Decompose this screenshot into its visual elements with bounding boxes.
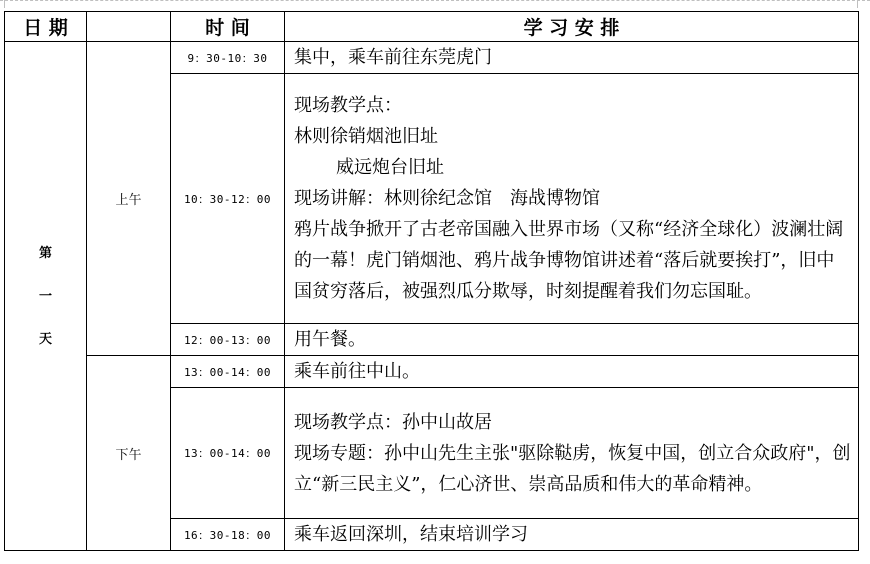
time-cell: 13：00-14：00 xyxy=(171,388,285,519)
content-cell xyxy=(285,519,859,551)
table-header-row xyxy=(5,12,859,42)
header-time: 时 间 xyxy=(171,12,285,42)
day-cell xyxy=(5,42,87,551)
content-line: 乘车返回深圳，结束培训学习 xyxy=(294,524,528,545)
content-line: 现场教学点：孙中山故居 xyxy=(294,411,492,433)
time-cell: 9：30-10：30 xyxy=(171,42,285,74)
table-row xyxy=(5,356,859,388)
page-corner-mark-left xyxy=(4,0,5,8)
table-row xyxy=(5,42,859,74)
content-cell xyxy=(285,74,859,324)
time-cell: 10：30-12：00 xyxy=(171,74,285,324)
content-line: 威远炮台旧址 xyxy=(336,157,444,178)
content-cell xyxy=(285,356,859,388)
content-paragraph: 现场专题：孙中山先生主张"驱除鞑虏，恢复中国，创立合众政府"，创立“新三民主义”，仁心济世、崇高品质和伟大的革命精神。 xyxy=(294,442,851,495)
header-arrangement: 学 习 安 排 xyxy=(285,12,859,42)
time-cell: 13：00-14：00 xyxy=(171,356,285,388)
content-line: 现场讲解：林则徐纪念馆 海战博物馆 xyxy=(294,188,600,209)
period-afternoon: 下午 xyxy=(87,356,171,551)
time-cell: 16：30-18：00 xyxy=(171,519,285,551)
period-morning: 上午 xyxy=(87,42,171,356)
content-line: 集中，乘车前往东莞虎门 xyxy=(294,47,492,68)
content-paragraph: 鸦片战争掀开了古老帝国融入世界市场（又称“经济全球化）波澜壮阔的一幕！虎门销烟池、鸦片战争博物馆讲述着“落后就要挨打”，旧中国贫穷落后，被强烈瓜分欺辱，时刻提醒着我们勿忘国耻。 xyxy=(294,219,844,302)
day-char: 一 xyxy=(38,288,52,304)
content-cell xyxy=(285,388,859,519)
content-line: 用午餐。 xyxy=(294,329,366,350)
content-line: 林则徐销烟池旧址 xyxy=(294,126,438,147)
header-date: 日 期 xyxy=(5,12,87,42)
day-char: 第 xyxy=(38,245,52,261)
page-corner-mark-right xyxy=(857,0,858,8)
content-cell xyxy=(285,324,859,356)
schedule-table xyxy=(4,11,859,551)
page-top-border xyxy=(0,0,870,1)
content-line: 乘车前往中山。 xyxy=(294,361,420,382)
time-cell: 12：00-13：00 xyxy=(171,324,285,356)
day-char: 天 xyxy=(38,331,52,347)
content-cell xyxy=(285,42,859,74)
header-empty xyxy=(87,12,171,42)
content-line: 现场教学点： xyxy=(294,95,402,116)
